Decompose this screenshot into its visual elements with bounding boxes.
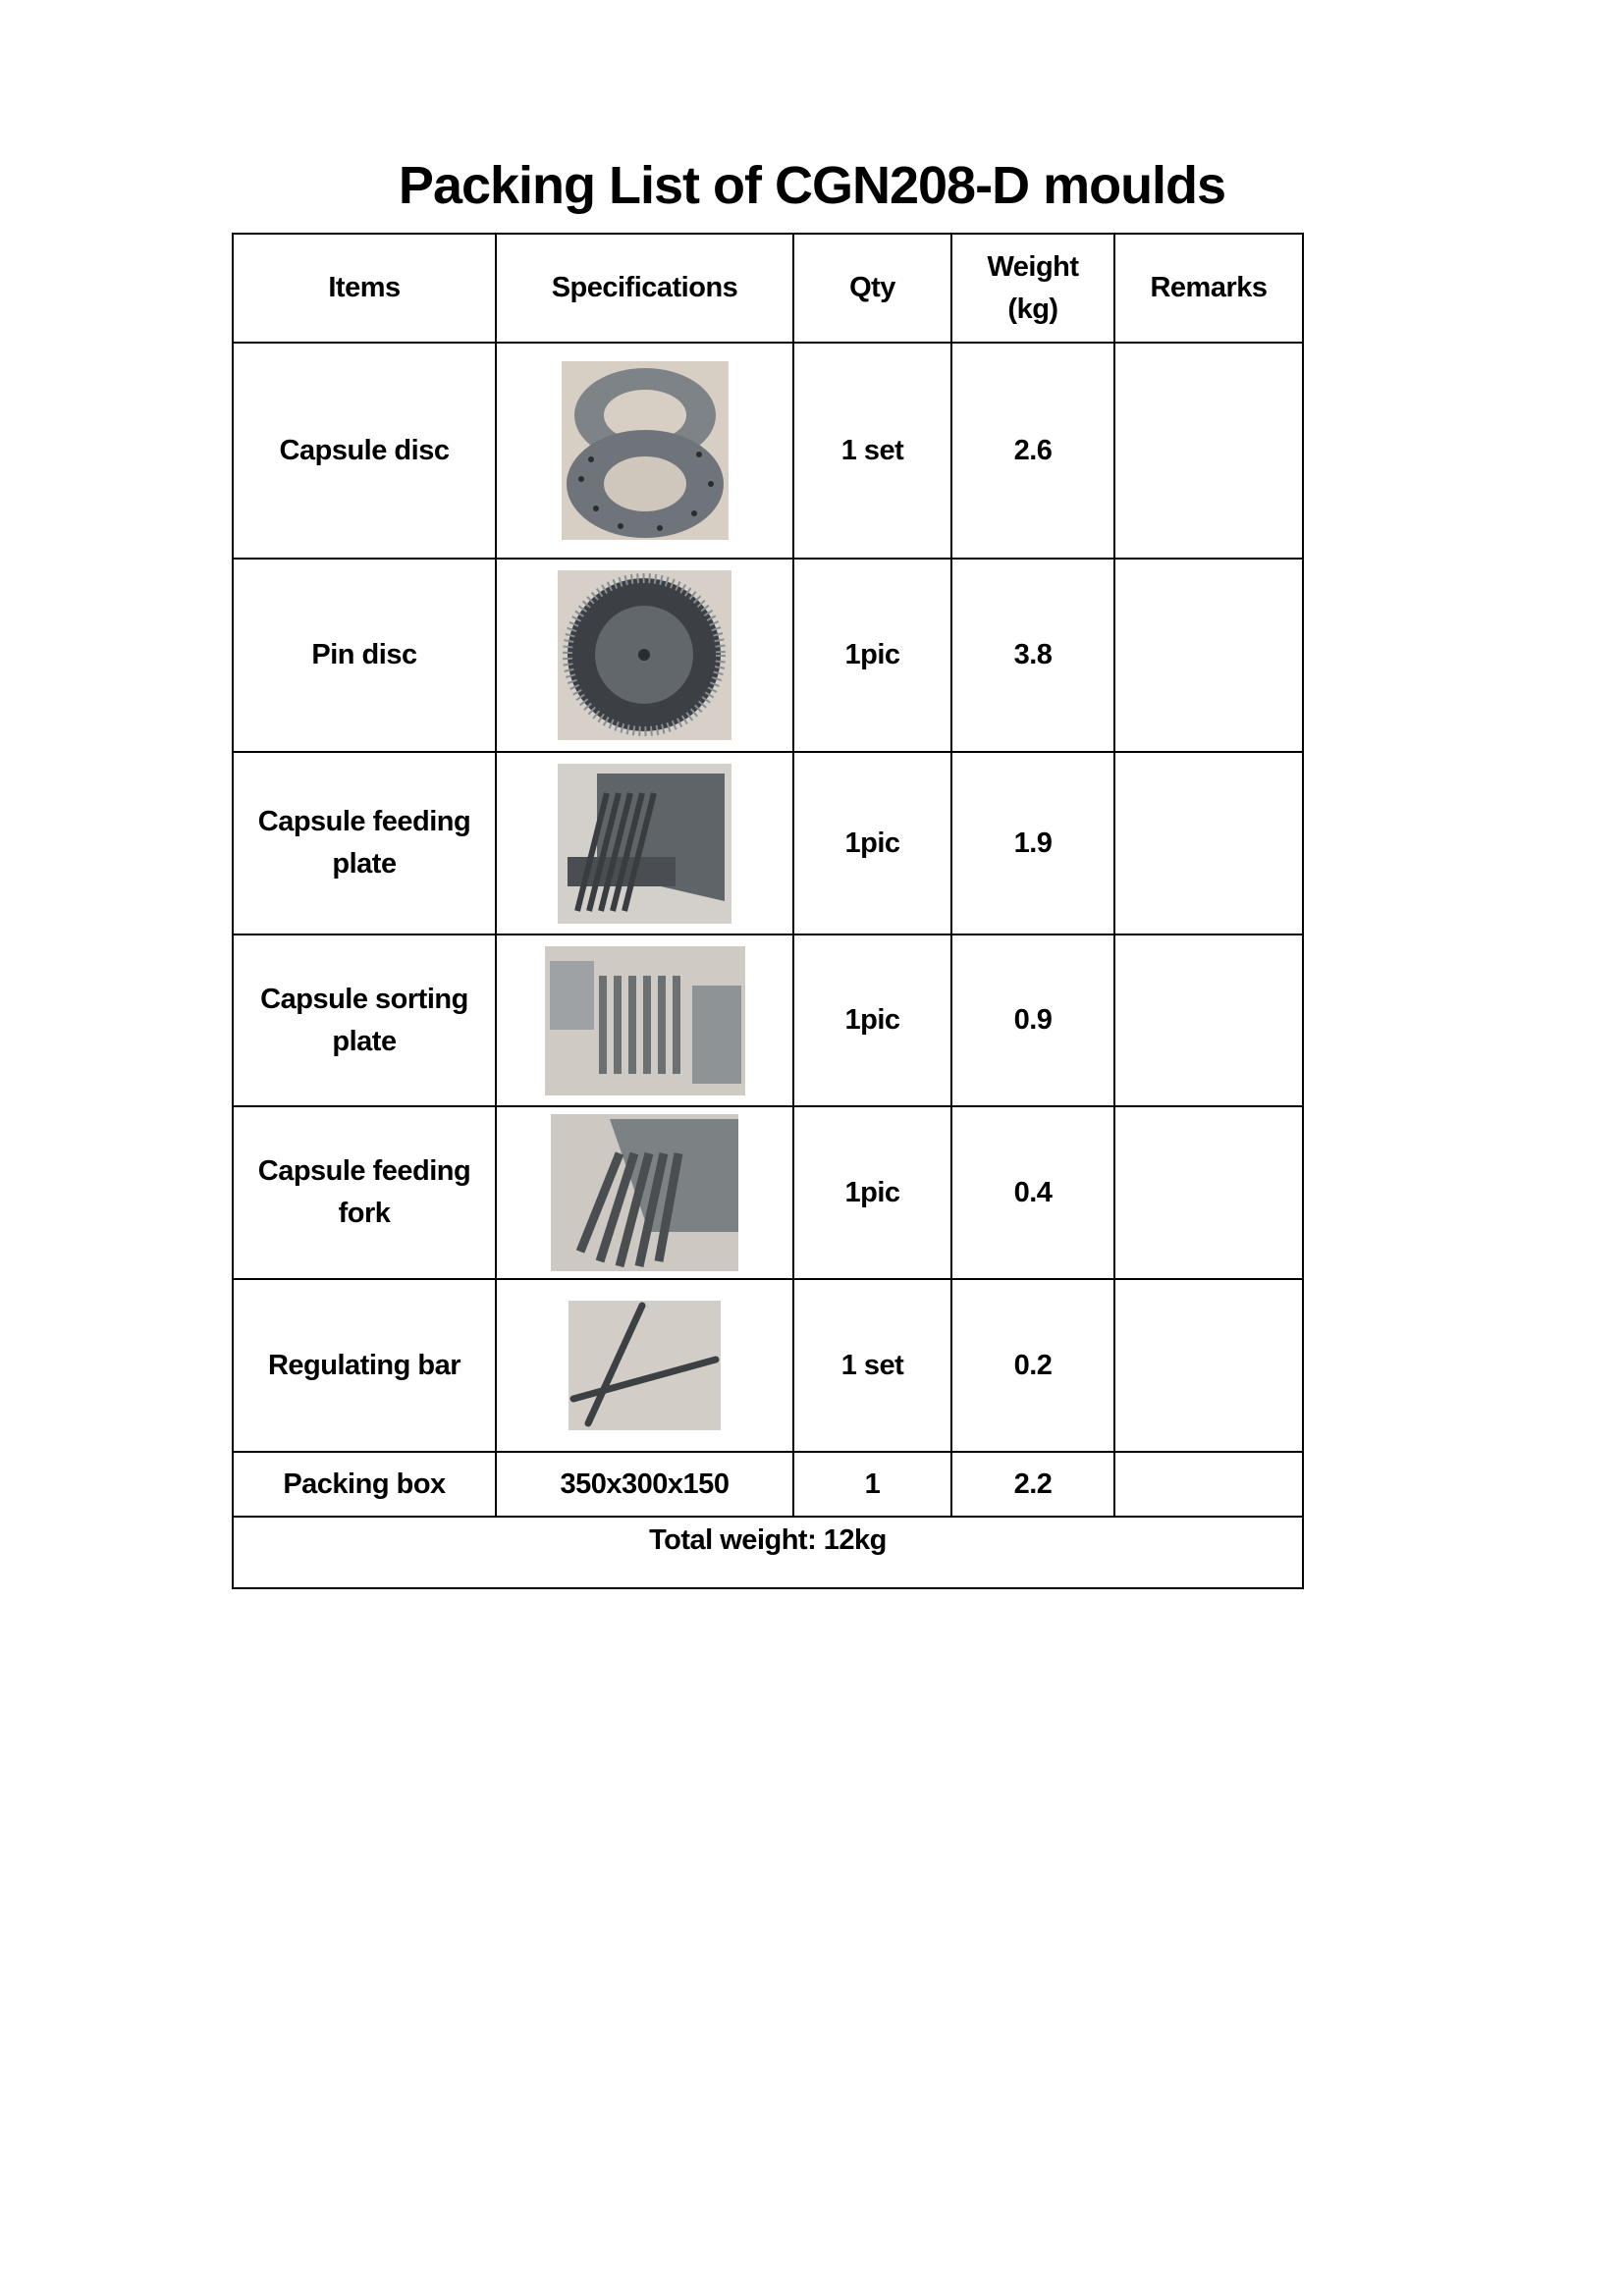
packing-list-table: [232, 233, 1304, 1589]
qty: 1pic: [793, 752, 951, 934]
weight: 3.8: [951, 559, 1114, 752]
header-weight-unit: (kg): [1007, 293, 1058, 325]
spec-cell: [496, 934, 793, 1106]
remarks: [1114, 559, 1303, 752]
header-weight: [951, 234, 1114, 343]
weight: 2.2: [951, 1452, 1114, 1517]
weight: 0.2: [951, 1279, 1114, 1452]
item-name: Capsule disc: [233, 343, 496, 559]
table-row: [233, 934, 1303, 1106]
remarks: [1114, 343, 1303, 559]
header-specifications: Specifications: [496, 234, 793, 343]
packing-box-row: [233, 1452, 1303, 1517]
item-name-line2: plate: [332, 848, 397, 880]
spec-cell: [496, 752, 793, 934]
item-name-line1: Capsule sorting: [260, 983, 468, 1015]
total-weight: Total weight: 12kg: [233, 1517, 1303, 1588]
item-name-line1: Capsule feeding: [257, 1155, 471, 1187]
spec-cell: [496, 559, 793, 752]
header-qty: Qty: [793, 234, 951, 343]
item-name: Pin disc: [233, 559, 496, 752]
item-name-line2: plate: [332, 1025, 397, 1057]
header-items: Items: [233, 234, 496, 343]
remarks: [1114, 1452, 1303, 1517]
item-name: [233, 752, 496, 934]
qty: 1 set: [793, 343, 951, 559]
spec-cell: [496, 1279, 793, 1452]
header-weight-line1: Weight: [987, 250, 1079, 283]
remarks: [1114, 934, 1303, 1106]
item-name: [233, 1106, 496, 1279]
spec-dimensions: 350x300x150: [496, 1452, 793, 1517]
regulating-bar-photo: [568, 1301, 721, 1430]
weight: 1.9: [951, 752, 1114, 934]
item-name-line1: Capsule feeding: [257, 806, 471, 837]
header-remarks: Remarks: [1114, 234, 1303, 343]
table-row: [233, 752, 1303, 934]
qty: 1pic: [793, 559, 951, 752]
qty: 1 set: [793, 1279, 951, 1452]
capsule-feeding-plate-photo: [558, 764, 731, 924]
total-row: [233, 1517, 1303, 1588]
spec-cell: [496, 343, 793, 559]
page-title: Packing List of CGN208-D moulds: [398, 156, 1226, 215]
item-name-line2: fork: [338, 1198, 391, 1229]
qty: 1pic: [793, 1106, 951, 1279]
header-row: [233, 234, 1303, 343]
weight: 0.4: [951, 1106, 1114, 1279]
item-name: Packing box: [233, 1452, 496, 1517]
remarks: [1114, 1279, 1303, 1452]
qty: 1: [793, 1452, 951, 1517]
spec-cell: [496, 1106, 793, 1279]
capsule-sorting-plate-photo: [545, 946, 745, 1095]
remarks: [1114, 1106, 1303, 1279]
qty: 1pic: [793, 934, 951, 1106]
item-name: Regulating bar: [233, 1279, 496, 1452]
weight: 0.9: [951, 934, 1114, 1106]
table-row: [233, 1279, 1303, 1452]
table-row: [233, 343, 1303, 559]
item-name: [233, 934, 496, 1106]
table-row: [233, 1106, 1303, 1279]
table-row: [233, 559, 1303, 752]
capsule-feeding-fork-photo: [551, 1114, 738, 1271]
weight: 2.6: [951, 343, 1114, 559]
pin-disc-photo: [558, 570, 731, 740]
capsule-disc-photo: [562, 361, 729, 540]
remarks: [1114, 752, 1303, 934]
